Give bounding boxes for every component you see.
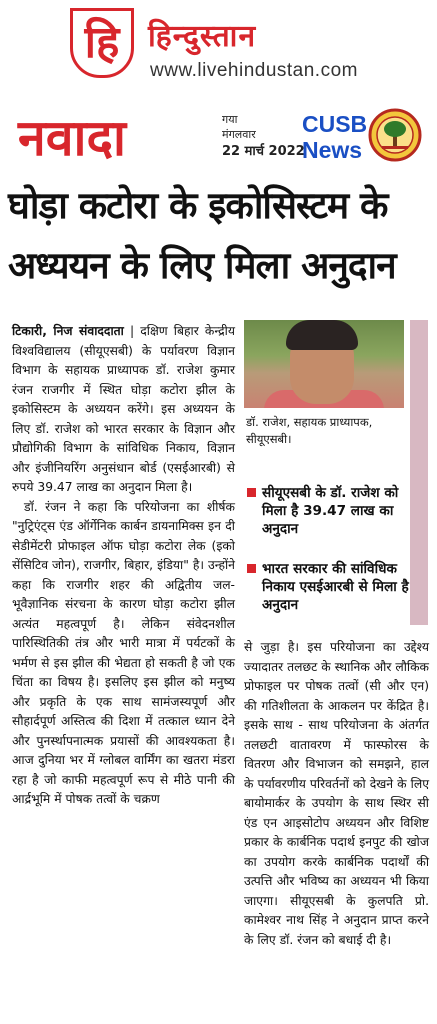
cusb-news-label: CUSB News — [302, 111, 368, 163]
article-column-right — [244, 638, 429, 950]
author-photo — [244, 320, 404, 408]
bullet-square-icon — [247, 488, 256, 497]
byline: टिकारी, निज संवाददाता — [12, 324, 124, 338]
article-paragraph-1: | दक्षिण बिहार केन्द्रीय विश्वविद्यालय (सीयूएसबी) के पर्यावरण विज्ञान विभाग के सहायक प्राध्यापक डॉ. राजेश कुमार रंजन राजगीर में स्थित घोड़ा कटोरा झील के इकोसिस्टम के अध्ययन करेंगे। इस अध्ययन के लिए डॉ. राजेश को भारत सरकार के विज्ञान और प्रौद्योगिकी विभाग के सांविधिक निकाय, विज्ञान और इंजीनियरिंग अनुसंधान बोर्ड (एसईआरबी) से रुपये 39.47 लाख का अनुदान मिला है। — [12, 324, 235, 494]
article-headline: घोड़ा कटोरा के इकोसिस्टम के अध्ययन के लिए मिला अनुदान — [8, 184, 396, 287]
highlight-point-1: सीयूएसबी के डॉ. राजेश को मिला है 39.47 लाख का अनुदान — [248, 484, 413, 538]
issue-date: 22 मार्च 2022 — [222, 144, 305, 159]
logo-glyph: हि — [84, 17, 120, 68]
brand-name: हिन्दुस्तान — [148, 19, 257, 54]
article-paragraph-3: से जुड़ा है। इस परियोजना का उद्देश्य ज्यादातर तलछट के स्थानिक और लौकिक प्रोफाइल पर पोषक तत्वों (सी और एन) की गतिशीलता के आकलन पर केंद्रित है। इसके साथ - साथ परियोजना के अंतर्गत तलछटी वातावरण में फास्फोरस के वितरण और विभाजन को समझने, हाल के पर्यावरणीय परिवर्तनों को देखने के लिए बायोमार्कर के उपयोग के साथ स्थिर सी एंड एन आइसोटोप अध्ययन और विशिष्ट प्रकार के कार्बनिक पदार्थ इनपुट की खोज का उपयोग करके कार्बनिक पदार्थों की उत्पत्ति और भविष्य का अध्ययन भी किया जाएगा। सीयूएसबी के कुलपति प्रो. कामेश्वर नाथ सिंह ने अनुदान प्राप्त करने के लिए डॉ. रंजन को बधाई दी है। — [244, 640, 429, 947]
bullet-square-icon — [247, 564, 256, 573]
cusb-emblem-icon — [368, 108, 422, 162]
highlight-point-2: भारत सरकार की सांविधिक निकाय एसईआरबी से मिला है अनुदान — [248, 560, 413, 614]
date-block — [222, 112, 305, 159]
weekday: मंगलवार — [222, 128, 256, 141]
city-label: नवादा — [18, 109, 126, 167]
photo-caption: डॉ. राजेश, सहायक प्राध्यापक, सीयूएसबी। — [246, 415, 373, 446]
article-paragraph-2: डॉ. रंजन ने कहा कि परियोजना का शीर्षक "नुट्रिएंट्स एंड ऑर्गेनिक कार्बन डायनामिक्स इन दी सेडीमेंटरी प्रोफाइल ऑफ घोड़ा कटोरा लेक (इको सेंसिटिव जोन), राजगीर, बिहार, इंडिया" है। उन्होंने कहा कि राजगीर शहर की अद्वितीय जल-भूवैज्ञानिक संरचना के कारण घोड़ा कटोरा झील अत्यंत महत्वपूर्ण है। लेकिन संवेदनशील पारिस्थितिकी तंत्र और भारी मात्रा में पर्यटकों के भर्मण से इस झील की भेद्यता हो सकती है जो एक चिंता का विषय है। इसलिए इस झील को मनुष्य और प्रकृति के एक साथ सामंजस्यपूर्ण और सौहार्दपूर्ण अस्तित्व की दिशा में तत्काल ध्यान देने और पुनर्स्थापनात्मक प्रयासों की आवश्यकता है। आज दुनिया भर में ग्लोबल वार्मिंग का खतरा मंडरा रहा है जो काफी महत्वपूर्ण रूप से मीठे पानी की आर्द्रभूमि में पोषक तत्वों के चक्रण — [12, 499, 235, 806]
website-url: www.livehindustan.com — [150, 60, 358, 81]
hindustan-logo — [70, 8, 134, 78]
edition-city: गया — [222, 113, 238, 126]
article-column-left — [12, 322, 235, 810]
